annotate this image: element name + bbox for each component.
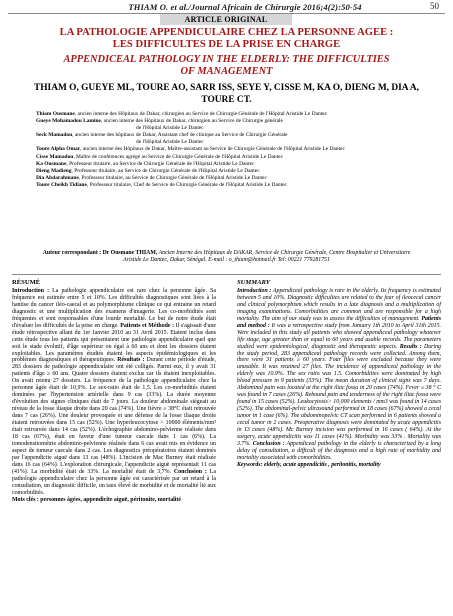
affiliation-item bbox=[36, 175, 430, 182]
abstract-english bbox=[237, 280, 441, 469]
resume-conclusion: La pathologie appendiculaire chez la personne âgée est caractérisée par un retard à la consultation, un diagnostic difficile, un taux élevé de morbidité et de mortalité lié aux comorbidités. bbox=[12, 468, 216, 496]
title-french-line: LES DIFFICULTES DE LA PRISE EN CHARGE bbox=[112, 39, 341, 50]
affiliation-name: Dia Abdarahmane bbox=[36, 174, 79, 181]
affiliation-name: Cisse Mamadou bbox=[36, 153, 74, 160]
affiliations bbox=[36, 111, 430, 189]
summary-methods-label: Patients and method : bbox=[237, 315, 441, 329]
title-english-line: APPENDICEAL PATHOLOGY IN THE ELDERLY: THE DIFFICULTIES bbox=[63, 54, 390, 65]
journal-citation: THIAM O. et al./Journal Africain de Chirurgie 2016;4(2):50-54 bbox=[128, 2, 362, 12]
resume-intro-label: Introduction : bbox=[12, 287, 50, 294]
affiliation-item bbox=[36, 118, 430, 125]
resume-keywords-text: personnes âgées, appendicite aiguë, péritonite, mortalité bbox=[38, 496, 182, 503]
affiliation-text: , ancien interne des Hôpitaux de Dakar, chirurgien au Service de Chirurgie Générale de l'Hôpital Aristide Le Dantec bbox=[74, 111, 328, 117]
affiliation-text: , Maître de conférences agrégé au Service de Chirurgie Générale de l'Hôpital Aristide Le Dantec bbox=[73, 153, 283, 160]
title-french-line: LA PATHOLOGIE APPENDICULAIRE CHEZ LA PERSONNE AGEE : bbox=[59, 27, 394, 38]
affiliation-text: , ancien interne des Hôpitaux de Dakar, Maître-assistant au Service de Chirurgie Générale de l'Hôpital Aristide Le Dantec bbox=[80, 146, 345, 153]
corresponding-author-details: Ancien Interne des Hôpitaux de DAKAR, Service de Chirurgie Générale, Centre Hospitalier et Universitaire Aristide Le Dantec, Dakar, Sénégal. E-mail : o_thiam@hotmail.fr Tel: 00221 779281751 bbox=[123, 250, 411, 264]
affiliation-item bbox=[36, 154, 430, 161]
title-english bbox=[20, 54, 433, 78]
affiliation-name: Toure Alpha Omar bbox=[36, 146, 81, 153]
resume-results-label: Résultats : bbox=[117, 357, 145, 364]
resume-conclusion-label: Conclusion : bbox=[173, 468, 207, 475]
summary-intro-label: Introduction : bbox=[237, 287, 272, 294]
summary-keywords-label: Keywords: bbox=[237, 461, 263, 468]
affiliation-name: Gueye Mohamadou Lamine bbox=[36, 118, 101, 125]
affiliation-text: , Professeur titulaire, au Service de Chirurgie Générale de l'Hôpital Aristide Le Dantec bbox=[78, 174, 267, 181]
summary-results: During the study period, 283 appendiceal pathology records were collected. Among them, there were 31 patients ≥ 60 years. Four files were excluded because they were unusable. It was retained 27 files. The incidence of appendiceal pathology in the elderly was 10.9%. The sex ratio was 1.5. Comorbidities were dominated by high blood pressure in 9 patients (33%). The mean duration of clinical signs was 7 days. Abdominal pain was located at the right iliac fossa in 20 cases (74%). Fever ≥ 38 ° C was found in 7 cases (26%). Rebound pain and tenderness of the right iliac fossa were found in 15 cases (52%). Leukocytosis> 10,000 elements / mm3 was found in 14 cases (52%). The abdominal-pelvic ultrasound performed in 18 cases (67%) showed a cecal tumor in 1 case (6%). The abdominopelvic CT scan performed in 6 patients showed a cecal tumor in 2 cases. Preoperative diagnosis were dominated by acute appendicitis in 13 cases (48%). Mc Burney incision was performed in 16 cases ( 64%). At the surgery, acute appendicitis was 11 cases (41%). Morbidity was 33% . Mortality was 3.7%. bbox=[237, 343, 441, 447]
affiliation-item bbox=[36, 168, 430, 175]
affiliation-name: Seck Mamadou bbox=[36, 132, 73, 139]
section-divider bbox=[12, 274, 441, 275]
title-english-line: OF MANAGEMENT bbox=[180, 66, 273, 77]
author-list bbox=[20, 83, 433, 106]
affiliation-name: Toure Cheikh Tidiane bbox=[36, 181, 87, 188]
title-french bbox=[20, 27, 433, 51]
affiliation-name: Dieng Madieng bbox=[36, 167, 72, 174]
affiliation-text: , Professeur titulaire, au Service de Chirurgie Générale de l'Hôpital Aristide Le Dantec bbox=[71, 167, 260, 174]
affiliation-item bbox=[36, 146, 430, 153]
summary-intro: Appendiceal pathology is rare in the elderly. Its frequency is estimated between 5 and 10%. Diagnostic difficulties are related to the fear of ileocecal cancer and clinical polymorphism which results in a late diagnosis and a multiplication of imaging examinations. Comorbidities are common and are responsible for a high mortality. The aim of our study was to assess the difficulties of management. bbox=[237, 287, 441, 322]
affiliation-name: Ka Ousmane bbox=[36, 160, 67, 167]
affiliation-item bbox=[36, 111, 430, 118]
author-line: THIAM O, GUEYE ML, TOURE AO, SARR ISS, SEYE Y, CISSE M, KA O, DIENG M, DIA A, bbox=[34, 83, 419, 93]
summary-methods: It was a retrospective study from January 1th 2010 to April 31th 2015. Were included in this study all patients who showed appendiceal pathology whatever life stage, age greater than or equal to 60 years and usable records. The parameters studied were epidemiological, diagnostic and therapeutic aspects. bbox=[237, 322, 441, 350]
abstract-french bbox=[12, 280, 216, 504]
summary-conclusion: Appendiceal pathology in the elderly is characterized by a long delay of consultation, a difficult of the diagnosis and a high rate of morbidity and mortality associated with comorbidities. bbox=[237, 440, 441, 461]
resume-keywords bbox=[12, 497, 216, 504]
affiliation-text: , ancien interne des Hôpitaux de Dakar, chirurgien au Service de Chirurgie générale bbox=[100, 118, 283, 125]
affiliation-continuation: de l'Hôpital Aristide Le Dantec bbox=[136, 139, 204, 146]
affiliation-item bbox=[36, 132, 430, 139]
summary-conclusion-label: Conclusion : bbox=[252, 440, 285, 447]
affiliation-item bbox=[36, 182, 430, 189]
affiliation-name: Thiam Ousmane bbox=[36, 111, 75, 117]
page-number: 50 bbox=[430, 1, 439, 11]
author-line: TOURE CT. bbox=[201, 94, 252, 105]
summary-keywords-text: elderly, acute appendicitis , peritonitis, mortality bbox=[262, 461, 381, 468]
resume-body bbox=[12, 288, 216, 497]
article-type-label: ARTICLE ORIGINAL bbox=[160, 14, 292, 25]
summary-keywords bbox=[237, 462, 441, 469]
summary-heading: SUMMARY bbox=[237, 279, 270, 286]
corresponding-author bbox=[38, 250, 415, 264]
affiliation-text: , Professeur titulaire, Chef de Service de Chirurgie Générale de l'Hôpital Aristide Le Dantec bbox=[86, 181, 287, 188]
resume-results: Durant cette période d'étude, 283 dossiers de pathologie appendiculaire ont été colligés. Parmi eux, il y avait 31 patients d'âge ≥ 60 ans. Quatre dossiers étaient exclus car ils étaient inexploitables. On avait retenu 27 dossiers. La fréquence de la pathologie appendiculaire chez la personne âgée était de 10,9%. Le sex-ratio était de 1,5. Les co-morbidités étaient dominées par l'hypertension artérielle dans 9 cas (33%). La durée moyenne d'évolution des signes cliniques était de 7 jours. La douleur abdominale siégeait au niveau de la fosse iliaque droite dans 20 cas (74%). Une fièvre ≥ 38°C était retrouvée dans 7 cas (26%). Une douleur provoquée et une défense de la fosse iliaque droite étaient retrouvées dans 15 cas (52%). Une hyperleucocytose > 10000 éléments/mm³ était retrouvée dans 14 cas (52%). L'échographie abdomino-pelvienne réalisée dans 18 cas (67%), était en faveur d'une tumeur caecale dans 1 cas (6%). La tomodensitométrie abdomino-pelvienne réalisée dans 6 cas avait mis en évidence un aspect de tumeur caecale dans 2 cas. Les diagnostics préopératoires étaient dominés par l'appendicite aiguë dans 13 cas (48%). L'incision de Mac Burney était réalisée dans 16 cas (64%). L'exploration chirurgicale, l'appendicite aiguë représentait 11 cas (41%). La morbidité était de 33%. La mortalité était de 3,7%. bbox=[12, 357, 216, 475]
resume-methods-label: Patients et Méthode : bbox=[120, 322, 175, 329]
summary-results-label: Results : bbox=[399, 343, 422, 350]
affiliation-item bbox=[36, 161, 430, 168]
resume-methods: Il s'agissait d'une étude rétrospective allant du 1er Janvier 2010 au 31 Avril 2015. Etaient inclus dans cette étude tous les patients qui présentaient une pathologie appendiculaire quel que soit le stade évolutif, d'âge supérieur ou égal à 60 ans et dont les dossiers étaient exploitables. Les paramètres étudiés étaient les aspects épidémiologiques et les problèmes diagnostiques et thérapeutiques. bbox=[12, 322, 216, 364]
affiliation-text: , ancien interne des hôpitaux de Dakar, Assistant chef de clinique au Service de Chirurgie Générale bbox=[72, 132, 288, 139]
resume-keywords-label: Mots clés : bbox=[12, 496, 39, 503]
affiliation-continuation: de l'Hôpital Aristide Le Dantec bbox=[136, 125, 204, 132]
summary-body bbox=[237, 288, 441, 462]
affiliation-text: , Professeur titulaire, au Service de Chirurgie Générale de l'Hôpital Aristide Le Dantec bbox=[66, 160, 255, 167]
corresponding-author-label: Auteur correspondant : Dr Ousmane THIAM, bbox=[42, 250, 158, 256]
resume-intro: La pathologie appendiculaire est rare chez la personne âgée. Sa fréquence est estimée entre 5 et 10%. Les difficultés diagnostiques sont liées à la hantise du cancer iléo-caecal et au polymorphisme clinique ce qui entraine un retard diagnostic et une multiplication des examens d'imagerie. Les co-morbidités sont fréquentes et sont responsables d'une lourde mortalité. Le but de notre étude était d'évaluer les difficultés de la prise en charge. bbox=[12, 287, 216, 329]
resume-heading: RÉSUMÉ bbox=[12, 279, 41, 286]
